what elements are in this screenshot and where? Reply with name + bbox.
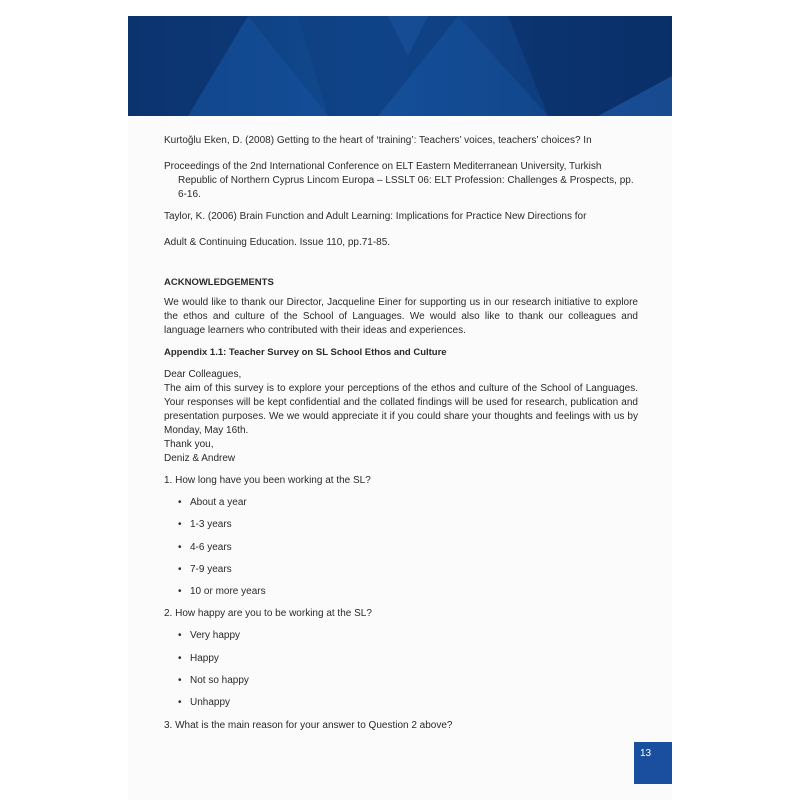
bullet-icon: • <box>178 497 182 508</box>
survey-question: 1. How long have you been working at the SL? <box>164 475 371 486</box>
letter-signature: Deniz & Andrew <box>164 453 236 464</box>
header-banner <box>128 16 672 116</box>
answer-option <box>178 696 638 710</box>
page-content <box>164 134 638 741</box>
acknowledgements-heading: ACKNOWLEDGEMENTS <box>164 277 274 288</box>
answer-option-label: 4-6 years <box>190 541 232 553</box>
answer-option-label: About a year <box>190 497 247 508</box>
answer-option <box>178 629 638 643</box>
acknowledgements-text: We would like to thank our Director, Jacqueline Einer for supporting us in our research initiative to explore the ethos and culture of the School of Languages. We would also like to thank our colleagues and language learners who contributed with their ideas and experiences. <box>164 297 638 336</box>
answer-option <box>178 652 638 666</box>
answer-option <box>178 585 638 599</box>
letter-body: The aim of this survey is to explore your perceptions of the ethos and culture of the School of Languages. Your responses will be kept confidential and the collated findings will be used for research, publication and presentation purposes. We we would appreciate it if you could share your thoughts and feelings with us by Monday, May 16th. <box>164 383 638 436</box>
answer-option-label: 10 or more years <box>190 586 266 598</box>
bullet-icon: • <box>178 519 182 531</box>
bullet-icon: • <box>178 586 182 598</box>
answer-option <box>178 674 638 688</box>
answer-option-label: Very happy <box>190 630 241 642</box>
answer-option-label: Happy <box>190 652 219 664</box>
letter-greeting: Dear Colleagues, <box>164 369 242 380</box>
answer-option-label: Unhappy <box>190 697 231 709</box>
bullet-icon: • <box>178 563 182 575</box>
answer-option-label: 7-9 years <box>190 563 232 575</box>
letter-thanks: Thank you, <box>164 439 214 450</box>
survey-question: 2. How happy are you to be working at the SL? <box>164 608 372 620</box>
answer-options <box>178 629 638 710</box>
answer-option-label: 1-3 years <box>190 519 232 531</box>
reference-entry: Kurtoğlu Eken, D. (2008) Getting to the heart of ‘training’: Teachers’ voices, teachers’ choices? In <box>164 135 592 146</box>
document-page <box>128 16 672 800</box>
bullet-icon: • <box>178 630 182 642</box>
page-number: 13 <box>640 748 652 759</box>
answer-option <box>178 496 638 510</box>
bullet-icon: • <box>178 541 182 553</box>
reference-entry: Taylor, K. (2006) Brain Function and Adult Learning: Implications for Practice New Directions for <box>164 211 587 222</box>
bullet-icon: • <box>178 652 182 664</box>
reference-entry: Adult & Continuing Education. Issue 110, pp.71-85. <box>164 237 391 248</box>
banner-geometric-pattern <box>128 16 672 116</box>
answer-options <box>178 496 638 599</box>
bullet-icon: • <box>178 697 182 709</box>
answer-option <box>178 541 638 555</box>
answer-option-label: Not so happy <box>190 675 249 687</box>
bullet-icon: • <box>178 675 182 687</box>
reference-entry: Proceedings of the 2nd International Conference on ELT Eastern Mediterranean University, Turkish Republic of Northern Cyprus Lincom Europa – LSSLT 06: ELT Profession: Challenges & Prospects, pp. 6-16. <box>164 161 634 200</box>
answer-option <box>178 518 638 532</box>
survey-question: 3. What is the main reason for your answer to Question 2 above? <box>164 719 453 731</box>
answer-option <box>178 563 638 577</box>
appendix-title: Appendix 1.1: Teacher Survey on SL School Ethos and Culture <box>164 347 447 358</box>
survey-letter <box>164 368 638 466</box>
page-number-tab <box>634 742 672 784</box>
